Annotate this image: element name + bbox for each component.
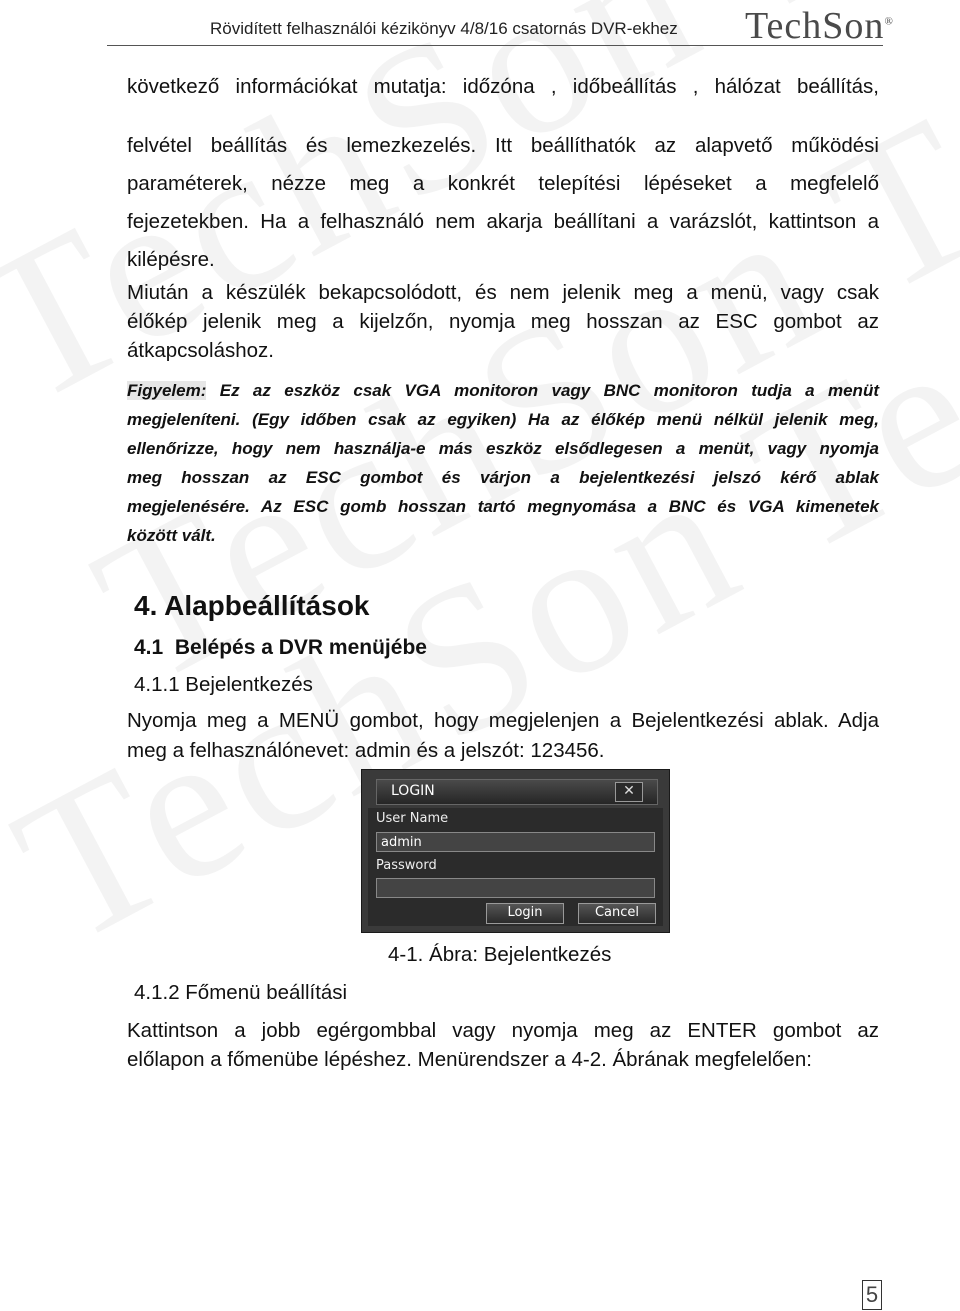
text-line: fejezetekben. Ha a felhasználó nem akarja beállítani a varázslót, kattintson a: [127, 210, 879, 233]
section-heading: 4. Alapbeállítások: [134, 590, 370, 621]
page-number: 5: [862, 1280, 882, 1310]
login-form: [368, 808, 663, 926]
text-line: meg hosszan az ESC gombot és várjon a bejelentkezési jelszó kérő ablak: [127, 468, 879, 487]
username-input[interactable]: admin: [376, 832, 655, 852]
header-divider: [107, 45, 883, 46]
login-title: LOGIN: [391, 783, 435, 799]
text-line: előlapon a főmenübe lépéshez. Menürendszer a 4-2. Ábrának megfelelően:: [127, 1048, 812, 1071]
cancel-button[interactable]: Cancel: [578, 903, 656, 924]
password-label: Password: [376, 858, 437, 873]
text-line: Kattintson a jobb egérgombbal vagy nyomja meg az ENTER gombot az: [127, 1019, 879, 1042]
warning-note: [127, 376, 879, 550]
subsubsection-heading-main-menu: 4.1.2 Főmenü beállítási: [134, 981, 348, 1004]
page-header-title: Rövidített felhasználói kézikönyv 4/8/16 csatornás DVR-ekhez: [210, 19, 678, 38]
text-line: meg a felhasználónevet: admin és a jelszót: 123456.: [127, 739, 605, 762]
text-line: Figyelem: Ez az eszköz csak VGA monitoron vagy BNC monitoron tudja a menüt: [127, 381, 879, 400]
warning-label: Figyelem:: [127, 381, 207, 400]
text-line: következő információkat mutatja: időzóna , időbeállítás , hálózat beállítás,: [127, 75, 879, 98]
figure-caption: 4-1. Ábra: Bejelentkezés: [388, 943, 612, 966]
main-menu-instructions: [127, 1016, 879, 1074]
login-dialog: [361, 769, 670, 933]
password-input[interactable]: [376, 878, 655, 898]
text-line: Nyomja meg a MENÜ gombot, hogy megjelenjen a Bejelentkezési ablak. Adja: [127, 709, 879, 732]
text-line: élőkép jelenik meg a kijelzőn, nyomja meg hosszan az ESC gombot az: [127, 310, 879, 333]
techson-logo: TechSon®: [745, 5, 894, 47]
text-line: paraméterek, nézze meg a konkrét telepítési lépéseket a megfelelő: [127, 172, 879, 195]
login-instructions: [127, 706, 879, 766]
text-line: átkapcsoláshoz.: [127, 339, 275, 362]
esc-paragraph: [127, 278, 879, 365]
subsection-heading: 4.1 Belépés a DVR menüjébe: [134, 636, 427, 659]
username-label: User Name: [376, 811, 449, 826]
text-line: kilépésre.: [127, 248, 215, 271]
text-line: megjelenésére. Az ESC gomb hosszan tartó megnyomása a BNC és VGA kimenetek: [127, 497, 879, 516]
close-icon[interactable]: ✕: [615, 782, 643, 802]
text-line: felvétel beállítás és lemezkezelés. Itt beállíthatók az alapvető működési: [127, 134, 879, 157]
login-titlebar: [376, 779, 658, 805]
text-line: ellenőrizze, hogy nem használja-e más eszköz elsődlegesen a menüt, vagy nyomja: [127, 439, 879, 458]
text-line: megjeleníteni. (Egy időben csak az egyiken) Ha az élőkép menü nélkül jelenik meg,: [127, 410, 879, 429]
text-line: között vált.: [127, 526, 216, 545]
intro-paragraph: [127, 72, 879, 279]
login-button[interactable]: Login: [486, 903, 564, 924]
text-line: Miután a készülék bekapcsolódott, és nem jelenik meg a menü, vagy csak: [127, 281, 879, 304]
subsubsection-heading-login: 4.1.1 Bejelentkezés: [134, 673, 313, 696]
